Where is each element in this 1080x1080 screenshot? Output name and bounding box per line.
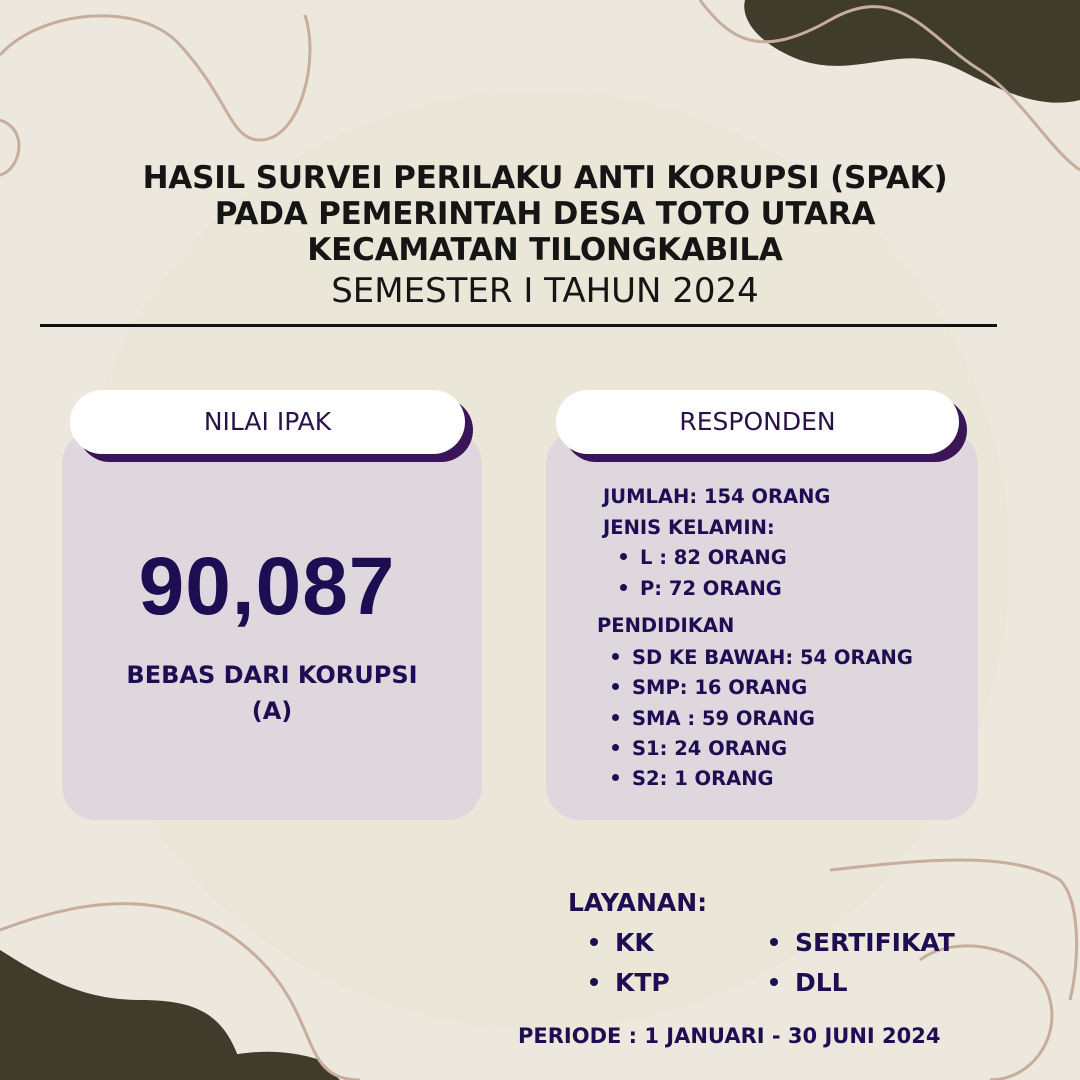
bullet-icon bbox=[612, 714, 619, 721]
period-text: PERIODE : 1 JANUARI - 30 JUNI 2024 bbox=[518, 1024, 941, 1048]
bullet-icon bbox=[612, 744, 619, 751]
ipak-category bbox=[72, 657, 472, 729]
gender-item: L : 82 ORANG bbox=[620, 546, 787, 569]
bullet-icon bbox=[612, 653, 619, 660]
title-block bbox=[40, 160, 1050, 312]
bottom-left-blob bbox=[0, 950, 245, 1080]
bullet-icon bbox=[770, 938, 778, 946]
layanan-item: DLL bbox=[770, 968, 848, 997]
layanan-item: KTP bbox=[590, 968, 670, 997]
education-item: SMP: 16 ORANG bbox=[612, 676, 807, 699]
education-item: S1: 24 ORANG bbox=[612, 737, 787, 760]
bullet-icon bbox=[620, 553, 627, 560]
bullet-icon bbox=[590, 978, 598, 986]
layanan-title: LAYANAN: bbox=[568, 888, 708, 917]
education-item: SMA : 59 ORANG bbox=[612, 707, 815, 730]
ipak-category-line2: (A) bbox=[251, 697, 293, 725]
title-line-1: HASIL SURVEI PERILAKU ANTI KORUPSI (SPAK) bbox=[142, 160, 948, 196]
bullet-icon bbox=[590, 938, 598, 946]
education-heading: PENDIDIKAN bbox=[597, 614, 735, 637]
bullet-icon bbox=[770, 978, 778, 986]
gender-item: P: 72 ORANG bbox=[620, 577, 782, 600]
education-item: SD KE BAWAH: 54 ORANG bbox=[612, 646, 913, 669]
ipak-value: 90,087 bbox=[138, 541, 396, 632]
bullet-icon bbox=[620, 584, 627, 591]
ipak-label-pill: NILAI IPAK bbox=[70, 390, 465, 454]
bullet-icon bbox=[612, 683, 619, 690]
layanan-item: KK bbox=[590, 928, 654, 957]
title-line-2: PADA PEMERINTAH DESA TOTO UTARA bbox=[214, 196, 876, 232]
responden-total: JUMLAH: 154 ORANG bbox=[603, 485, 831, 508]
education-item: S2: 1 ORANG bbox=[612, 767, 774, 790]
title-line-3: KECAMATAN TILONGKABILA bbox=[307, 232, 783, 268]
ipak-category-line1: BEBAS DARI KORUPSI bbox=[126, 661, 418, 689]
top-right-blob bbox=[744, 0, 1080, 103]
bullet-icon bbox=[612, 774, 619, 781]
subtitle: SEMESTER I TAHUN 2024 bbox=[331, 271, 759, 311]
layanan-item: SERTIFIKAT bbox=[770, 928, 955, 957]
responden-label-pill: RESPONDEN bbox=[556, 390, 959, 454]
gender-heading: JENIS KELAMIN: bbox=[603, 516, 775, 539]
title-divider bbox=[40, 324, 997, 327]
